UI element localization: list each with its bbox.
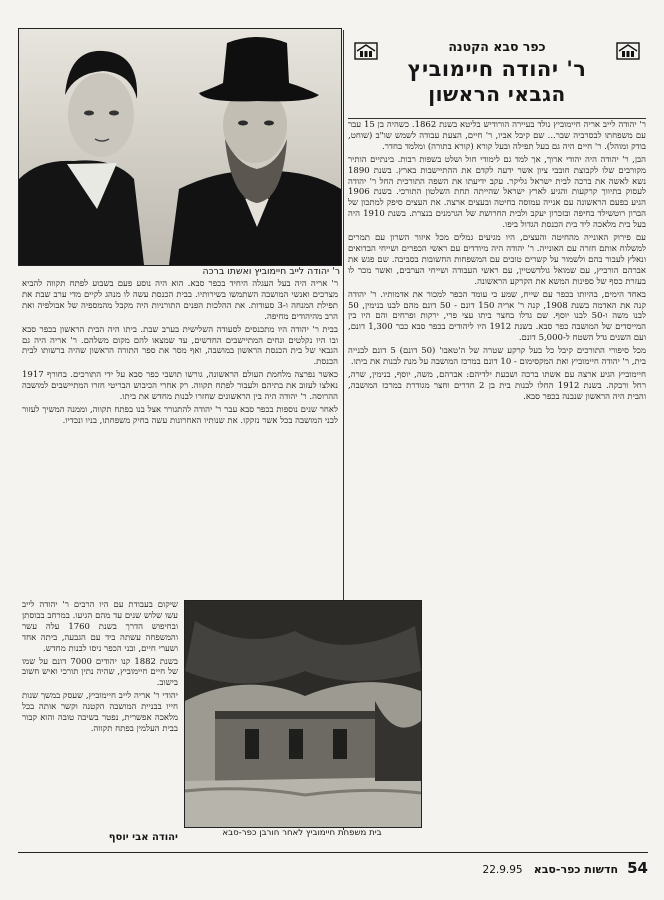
article-subtitle: הגבאי הראשון bbox=[428, 82, 566, 106]
paragraph: הבן, ר' יהודה היה יהודי ארוך, אך למד גם לימודי חול ושלט בשפות רבות. בינתיים הותיר מקורבים שלו לקבוצת חובבי ציון אשר ידעה לקדם את ההתיישבות בארץ. בשנת 1890 נשא לאשה את ברכה לבית ישראל גליקר. עקב ידיעתו את השפה התורכית החל ר' יהודה לעסוק בתיווך קרקעות והגיע לארץ ישראל שהייתה תחת השלטון התורכי. בשנת 1906 הגיע בפעם הראשונה עם אנייה עמוסה בחיטה ובעצים ארצה. את העצים סיפק למתכון של הברון רוטשילד בחיפה ובזכרון יעקב ולבית החרושת של הגרמנים בנצרת. בשנת 1910 היה בעל בית מלאכה ליד בית הכנסת הגדול ביפו. bbox=[348, 154, 646, 231]
article-title: ר' יהודה חיימוביץ bbox=[407, 57, 587, 81]
portrait-illustration bbox=[19, 29, 341, 265]
house-photo bbox=[184, 600, 422, 828]
paragraph: מכל סיפורי התורכים קיבל כל בעל קרקע שטרה של ה'טאבו' (50 דונם) 5 דונם לבנייה בית, ר' יהודה חיימוביץ ואת המקסימום - 10 דונם במרכז המושבה על מנת לבנות את ביתו. bbox=[348, 346, 646, 368]
article-column-left-lower bbox=[22, 600, 178, 830]
house-logo-icon bbox=[354, 42, 378, 60]
paragraph: עם פירוק האונייה מהחיטה והעצים, היו מגיעים גמלים מכל איזור השרון עם תמרים למשלוח אותם חזרה עם האונייה. ר' יהודה היה מיודדים עם ראשי הכפרים ושייחי הבדואים ונאלץ לעבור בהם ולשמור על קשרים טובים עם המשפחות החשובות בסביבה. שם פגש את אברהם הורביץ, עם שמואל גולדשטיין, עם ראשי העבודה ושייחי הערבים, ואשר מכר לו בעזרת כסף של ספינות המשא את הקרקע הראשונה. bbox=[348, 233, 646, 287]
portrait-caption: ר' יהודה לייב חיימוביץ ואשתו ברכה bbox=[202, 266, 340, 277]
footer-rule bbox=[18, 852, 648, 853]
paragraph: לאחר שנים נוספות בכפר סבא עבר ר' יהודה להתגורר אצל בנו בפתח תקווה, וממנה המשיך לעזור לבני המושבה בכל אשר נזקקו. את שנותיו האחרונות עשה בחיק משפחתו, בניו ונכדיו. bbox=[22, 404, 338, 426]
page-number: 54 bbox=[627, 859, 648, 877]
portrait-photo bbox=[18, 28, 342, 266]
paragraph: כאשר נפרצה מלחמת העולם הראשונה, גורשו תושבי כפר סבא על ידי התורכים. בחורף 1917 נאלצו לעזוב את בתיהם ולעבור לפתח תקווה. רק אחרי הכיבוש הבריטי חזרו המתיישבים למושבה ההרוסה. ר' יהודה היה בין הראשונים שחזרו לבנות מחדש את ביתו. bbox=[22, 370, 338, 403]
paragraph: שיקום בעבודת עם היו הרבים ר' יהודה לייב עשו שלוש שנים עד מהם הגיעו. במרחב בבוסתן ובחיפוש הדרך בשנת 1760 עלה עשר והמשפחה עשתה ביד עם הגבעה, ביתה אחד ושערי חיים, ובני הכפר ניסו לבנות מחדש. bbox=[22, 600, 178, 654]
house-illustration bbox=[185, 601, 421, 827]
paragraph: בבית ר' יהודה היו מתכנסים לסעודה השלישית בערב שבת. ביתו היה הבית הראשון בכפר סבא ובו היו נקלטים ונחים המתיישבים החדשים, עד שמצאו להם מקום משלהם. ר' אריה היה גם הגבאי של בית הכנסת הראשון במושבה, ואף מסר את ספר התורה הראשון שהיה ברשותו לבית הכנסת. bbox=[22, 324, 338, 368]
section-kicker: כפר סבא הקטנה bbox=[448, 39, 546, 54]
header-divider bbox=[348, 118, 646, 119]
paragraph: חיימוביץ הגיע ארצה עם אשתו ברכה ושבעת ילדיהם: אברהם, משה, יוסף, בנימין, שרה, רחל ורבקה. בשנת 1912 החלו לבנות בית בן 2 חדרים וחצר מגודרת במרכז המושבה, והבית היה הראשון שנבנה בכפר סבא. bbox=[348, 369, 646, 402]
publication-name: חדשות כפר-סבא bbox=[533, 863, 619, 876]
paragraph: ר' אריה היה בעל העגלה היחיד בכפר סבא. הוא היה נוסע פעם בשבוע לפתח תקווה להביא מצרכים ואנשי המושבה השתמשו בשירותיו. בבית הכנסת עשה לו מנהג לקיים מדי ערב שבת את תפילת המנחה ו-3 סעודות. את ההלכות הפנים התורניות היה מקבל מהמספיה של אבולפיה ואת הרב מהיהודים מחיפה. bbox=[22, 279, 338, 322]
house-caption: בית משפחת חיימוביץ לאחר חורבן כפר-סבא bbox=[222, 828, 382, 838]
article-header bbox=[348, 38, 646, 116]
article-column-left-upper bbox=[22, 279, 338, 597]
paragraph: בשנת 1882 קנו יהודים 7000 דונם על שמו של חיים חיימוביץ, שהיה נתין תורכי ואיש חשוב בישוב. bbox=[22, 656, 178, 689]
house-logo-icon bbox=[616, 42, 640, 60]
paragraph: יהודי ר' אריה לייב חיימוביץ, שעסק במשך שנות חייו בבניית המושבה הקטנה וקשר אותה בכל מלאכה אפשרית, נפטר בשיבה טובה והוא קבור בבית העלמין בפתח תקווה. bbox=[22, 691, 178, 734]
issue-date: 22.9.95 bbox=[482, 864, 523, 876]
page-footer bbox=[440, 858, 648, 877]
paragraph: באחד הימים, בהיותו בכפר עם שייח, שמע כי עומד הכפר למכור את אדמותיו. ר' יהודה קנה את האדמה בשנת 1908, קנה ר' אריה 150 דונם - 50 דונם מהם לבנו בנימין, 50 לבנו משה ו-50 לבנו יוסף. שם גדלו בחצר ביתו עצי פרי, ירקות ופרחים והם היו בין המייסדים של המושבה כפר סבא. בשנת 1912 היו ליהודים בכפר סבא כבר 1,300 דונם, ועם השנים גדל השטח ל-5,000 דונם. bbox=[348, 289, 646, 344]
paragraph: ר' יהודה לייב אריה חיימוביץ נולד בעיירה הורודיש בליטא בשנת 1862. כשהיה בן 15 עבר עם משפחתו לבסרביה שבר... שם קיבל אביו, ר' חיים, הצעת עבודה לשמש שו"ב (שוחט, בודק ומוהל). ר' חיים היה גם בעל תפילה ובעל קורא (קורא בתורה) ומלמד בחדר. bbox=[348, 120, 646, 152]
author-byline: יהודה אבי יוסף bbox=[108, 832, 178, 843]
